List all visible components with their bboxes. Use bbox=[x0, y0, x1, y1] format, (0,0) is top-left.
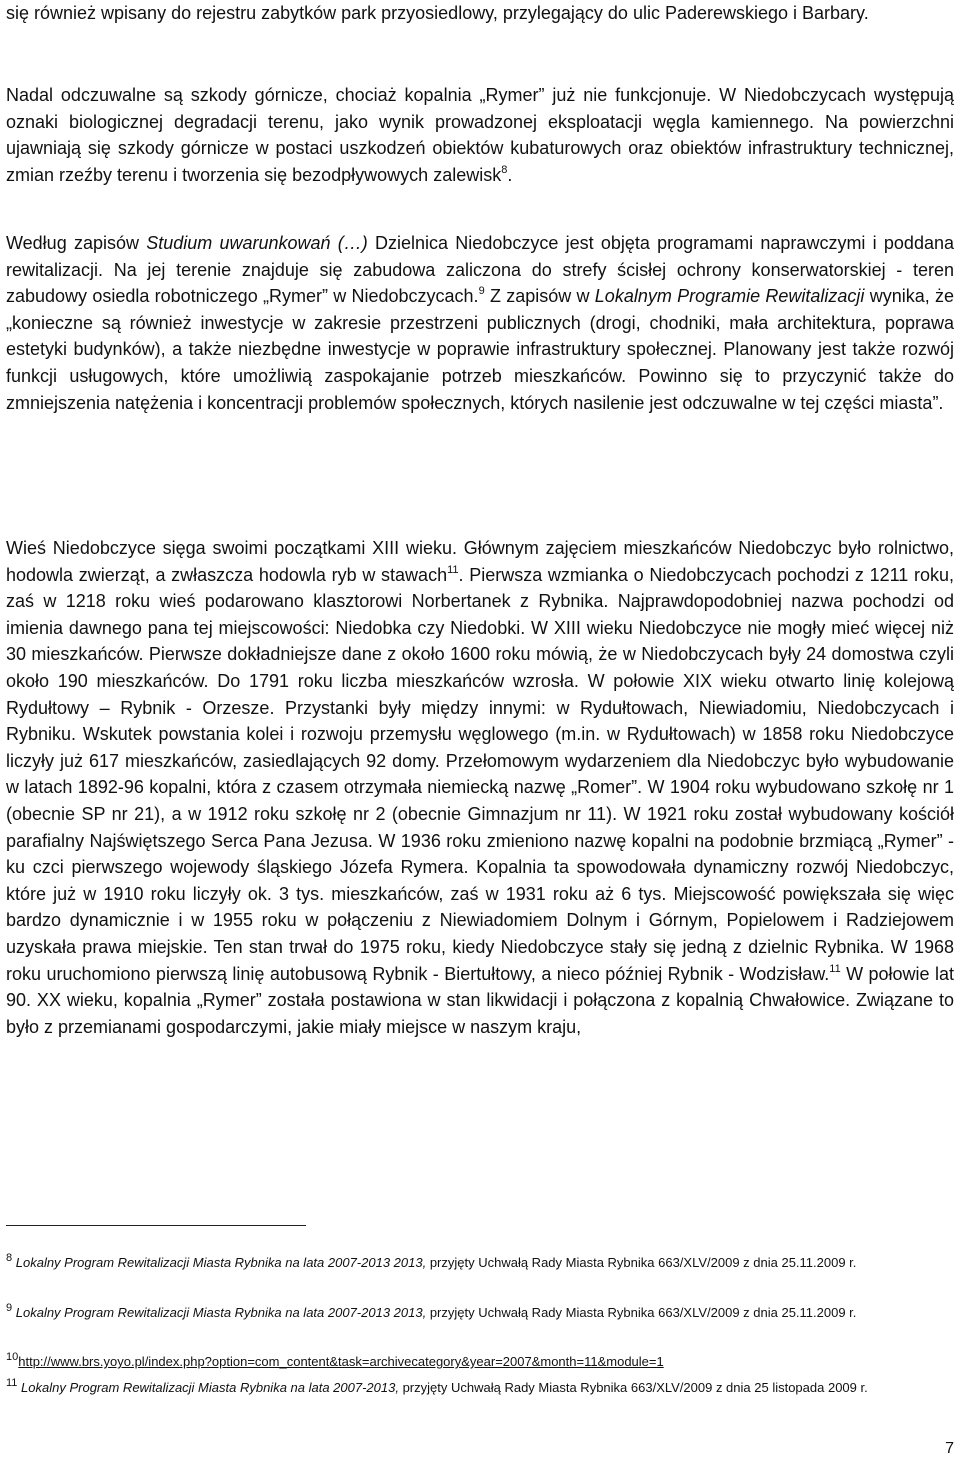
footnote-source-title: Lokalny Program Rewitalizacji Miasta Rybnika na lata 2007-2013 2013, bbox=[15, 1305, 427, 1320]
paragraph-1 bbox=[6, 0, 954, 27]
footnote-text: przyjęty Uchwałą Rady Miasta Rybnika 663/XLV/2009 z dnia 25.11.2009 r. bbox=[426, 1255, 857, 1270]
footnote-9 bbox=[6, 1302, 954, 1323]
paragraph-3 bbox=[6, 230, 954, 416]
paragraph-text: wynika, że „konieczne są również inwestycje w zakresie przestrzeni publicznych (drogi, chodniki, mała architektura, poprawa estetyki budynków), a także niezbędne inwestycje w poprawie infrastruktury społecznej. Planowany jest także rozwój funkcji usługowych, które umożliwią zaspokajanie potrzeb mieszkańców. Powinno się to przyczynić także do zmniejszenia natężenia i koncentracji problemów społecznych, których nasilenie jest odczuwalne w tej części miasta”. bbox=[6, 286, 955, 413]
footnote-text: przyjęty Uchwałą Rady Miasta Rybnika 663/XLV/2009 z dnia 25.11.2009 r. bbox=[426, 1305, 857, 1320]
italic-title: Studium uwarunkowań (…) bbox=[146, 233, 368, 253]
footnote-11 bbox=[6, 1377, 954, 1398]
paragraph-4 bbox=[6, 535, 954, 1040]
paragraph-text: . Pierwsza wzmianka o Niedobczycach pochodzi z 1211 roku, zaś w 1218 roku wieś podarowano klasztorowi Norbertanek z Rybnika. Najprawdopodobniej nazwa pochodzi od imienia dawnego pana tej miejscowości: Niedobka czy Niedobki. W XIII wieku Niedobczyce nie mogły mieć więcej niż 30 mieszkańców. Pierwsze dokładniejsze dane z około 1600 roku mówią, że w Niedobczycach były 24 domostwa czyli około 190 mieszkańców. Do 1791 roku liczba mieszkańców wzrosła. W połowie XIX wieku otwarto linię kolejową Rydułtowy – Rybnik - Orzesze. Przystanki były między innymi: w Rydułtowach, Niewiadomiu, Niedobczycach i Rybniku. Wskutek powstania kolei i rozwoju przemysłu węglowego (m.in. w Rydułtowach) w 1858 roku Niedobczyce liczyły już 617 mieszkańców, zasiedlających 92 domy. Przełomowym wydarzeniem dla Niedobczyc było wybudowanie w latach 1892-96 kopalni, która z czasem otrzymała niemiecką nazwę „Romer”. W 1904 roku wybudowano szkołę nr 1 (obecnie SP nr 21), a w 1912 roku szkołę nr 2 (obecnie Gimnazjum nr 11). W 1921 roku został wybudowany kościół parafialny Najświętszego Serca Pana Jezusa. W 1936 roku zmieniono nazwę kopalni na podobnie brzmiącą „Rymer” - ku czci pierwszego wojewody śląskiego Józefa Rymera. Kopalnia ta spowodowała dynamiczny rozwój Niedobczyc, które już w 1910 roku liczyły ok. 3 tys. mieszkańców, zaś w 1931 roku aż 6 tys. Miejscowość powiększała się więc bardzo dynamicznie i w 1955 roku w połączeniu z Niewiadomiem Dolnym i Górnym, Popielowem i Radziejowem uzyskała prawa miejskie. Ten stan trwał do 1975 roku, kiedy Niedobczyce stały się jedną z dzielnic Rybnika. W 1968 roku uruchomiono pierwszą linię autobusową Rybnik - Biertułtowy, a nieco później Rybnik - Wodzisław. bbox=[6, 564, 954, 984]
paragraph-text: W połowie lat 90. XX wieku, kopalnia „Rymer” została postawiona w stan likwidacji i połączona z kopalnią Chwałowice. Związane to było z przemianami gospodarczymi, jakie miały miejsce w naszym kraju, bbox=[6, 963, 955, 1037]
footnote-number: 10 bbox=[6, 1350, 19, 1363]
paragraph-2 bbox=[6, 82, 954, 188]
paragraph-text: . bbox=[507, 164, 513, 185]
paragraph-text: Nadal odczuwalne są szkody górnicze, chociaż kopalnia „Rymer” już nie funkcjonuje. W Niedobczycach występują oznaki biologicznej degradacji terenu, jako wynik prowadzonej eksploatacji węgla kamiennego. Na powierzchni ujawniają się szkody górnicze w postaci uszkodzeń obiektów kubaturowych oraz obiektów infrastruktury technicznej, zmian rzeźby terenu i tworzenia się bezodpływowych zalewisk bbox=[6, 85, 954, 185]
paragraph-text: Dzielnica Niedobczyce jest objęta programami naprawczymi i poddana rewitalizacji. Na jej terenie znajduje się zabudowa zaliczona do strefy ścisłej ochrony konserwatorskiej - teren zabudowy osiedla robotniczego „Rymer” w Niedobczycach. bbox=[6, 233, 954, 307]
paragraph-text: się również wpisany do rejestru zabytków park przyosiedlowy, przylegający do ulic Paderewskiego i Barbary. bbox=[6, 3, 869, 23]
page-number: 7 bbox=[945, 1440, 954, 1457]
italic-title: Lokalnym Programie Rewitalizacji bbox=[594, 286, 865, 307]
footnote-number: 8 bbox=[6, 1251, 13, 1264]
footnote-link[interactable]: http://www.brs.yoyo.pl/index.php?option=com_content&task=archivecategory&year=2007&month=11&module=1 bbox=[18, 1354, 664, 1369]
footnote-source-title: Lokalny Program Rewitalizacji Miasta Rybnika na lata 2007-2013 2013, bbox=[15, 1255, 427, 1270]
footnote-ref-9[interactable]: 9 bbox=[478, 285, 485, 298]
footnote-number: 11 bbox=[6, 1376, 18, 1389]
paragraph-text: Z zapisów w bbox=[484, 286, 595, 307]
footnote-source-title: Lokalny Program Rewitalizacji Miasta Rybnika na lata 2007-2013, bbox=[21, 1380, 399, 1395]
footnote-ref-11[interactable]: 11 bbox=[829, 962, 841, 975]
paragraph-text: Wieś Niedobczyce sięga swoimi początkami XIII wieku. Głównym zajęciem mieszkańców Niedobczyc było rolnictwo, hodowla zwierząt, a zwłaszcza hodowla ryb w stawach bbox=[6, 538, 954, 585]
footnote-8 bbox=[6, 1252, 954, 1273]
footnote-ref-10[interactable]: 11 bbox=[447, 563, 459, 576]
paragraph-text: Według zapisów bbox=[6, 233, 147, 253]
footnote-number: 9 bbox=[6, 1301, 13, 1314]
footnote-10 bbox=[6, 1351, 954, 1372]
footnote-text: przyjęty Uchwałą Rady Miasta Rybnika 663/XLV/2009 z dnia 25 listopada 2009 r. bbox=[398, 1380, 868, 1395]
footnote-ref-8[interactable]: 8 bbox=[501, 163, 508, 176]
footnote-separator bbox=[6, 1225, 306, 1226]
